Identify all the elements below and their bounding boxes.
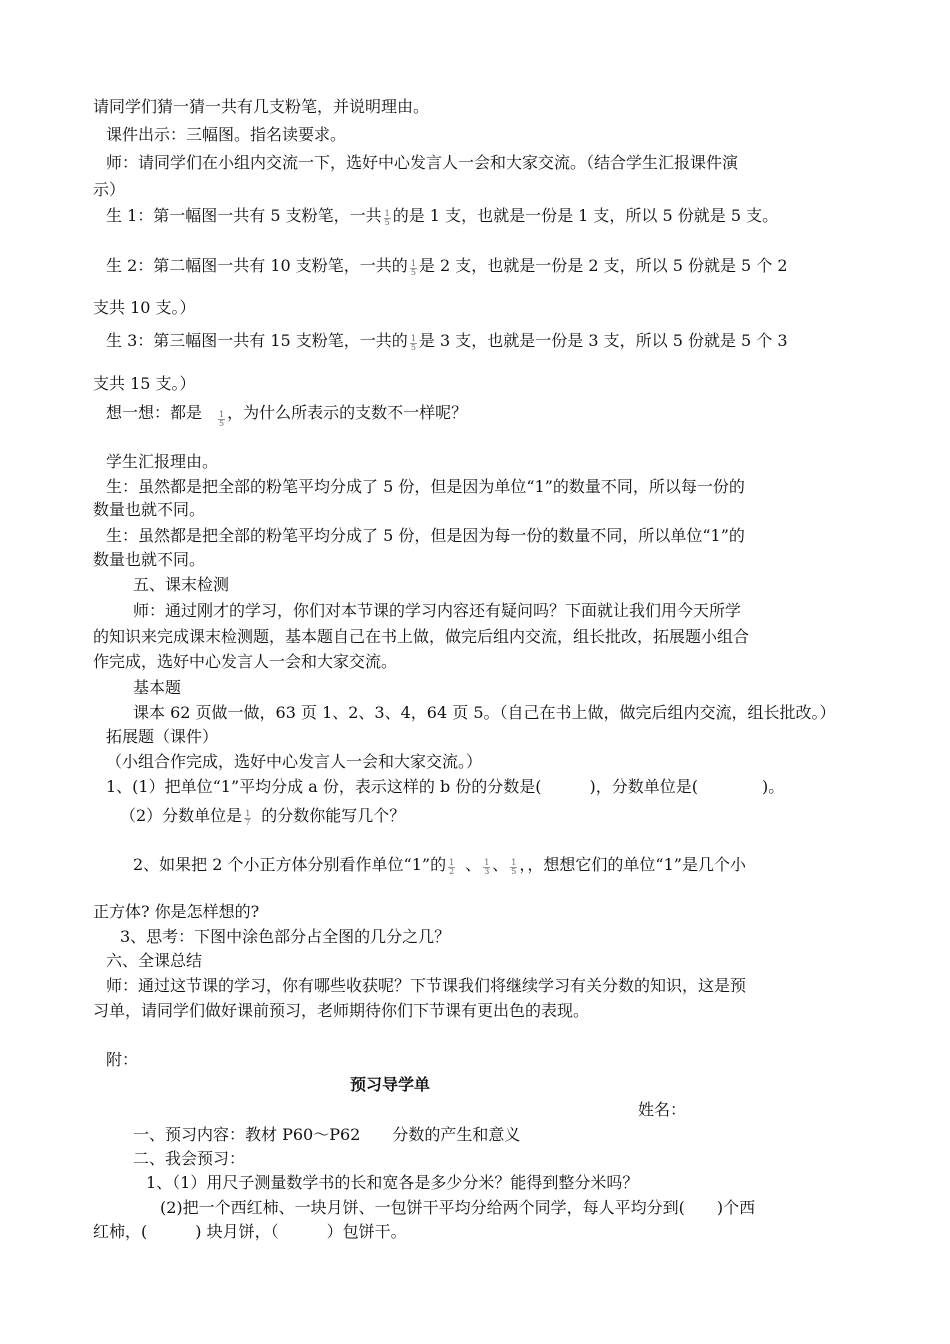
text-line: 拓展题（课件） [106,727,219,746]
fraction-one-fifth [410,335,417,352]
fraction-numerator: 1 [410,334,416,343]
fraction-one-fifth [510,859,517,876]
fraction-one-fifth [218,411,225,428]
fraction-denominator: 5 [410,343,416,352]
text-line: 作完成，选好中心发言人一会和大家交流。 [93,652,398,671]
text-line: 生：虽然都是把全部的粉笔平均分成了 5 份，但是因为单位“1”的数量不同，所以每一份的 [106,477,745,496]
text-line: 支共 15 支。） [93,374,196,393]
text-segment: 是 2 支，也就是一份是 2 支，所以 5 份就是 5 个 2 [418,256,788,275]
text-segment: 生 1：第一幅图一共有 5 支粉笔，一共 [106,206,382,225]
fraction-one-seventh [244,810,251,827]
text-line: 红柿，( ) 块月饼，（ ）包饼干。 [93,1222,407,1241]
text-segment: 生 3：第三幅图一共有 15 支粉笔，一共的 [106,331,408,350]
text-line: （小组合作完成，选好中心发言人一会和大家交流。） [106,752,483,771]
section-heading: 六、全课总结 [106,951,203,970]
fraction-one-third [483,859,490,876]
fraction-denominator: 3 [484,867,490,876]
appendix-label: 附： [106,1050,139,1069]
text-segment: ， [519,855,528,874]
text-segment: （2）分数单位是 [120,806,243,825]
text-line: 基本题 [133,678,182,697]
text-line: 习单，请同学们做好课前预习，老师期待你们下节课有更出色的表现。 [93,1001,590,1020]
fraction-denominator: 7 [245,818,251,827]
text-line: 支共 10 支。） [93,298,196,317]
fraction-denominator: 5 [219,419,225,428]
text-line: 师：通过这节课的学习，你有哪些收获呢？下节课我们将继续学习有关分数的知识，这是预 [106,976,747,995]
text-segment: 的分数你能写几个？ [261,806,406,825]
text-segment: ，想想它们的单位“1”是几个小 [527,855,746,874]
text-segment: 、 [465,855,482,874]
think-line [106,403,468,428]
text-line: 正方体? 你是怎样想的? [93,902,260,921]
fraction-numerator: 1 [511,858,517,867]
fraction-denominator: 5 [511,867,517,876]
text-segment: 的是 1 支，也就是一份是 1 支，所以 5 份就是 5 支。 [392,206,779,225]
question-3: 3、思考：下图中涂色部分占全图的几分之几？ [120,927,451,946]
text-line: 学生汇报理由。 [106,452,219,471]
student-1-line [106,206,778,226]
text-line: (2)把一个西红柿、一块月饼、一包饼干平均分给两个同学，每人平均分到( )个西 [160,1198,756,1217]
fraction-numerator: 1 [245,809,251,818]
text-line: 课本 62 页做一做，63 页 1、2、3、4，64 页 5。（自己在书上做，做完后组内交流，组长批改。） [133,703,836,722]
student-2-line [106,256,788,276]
text-line: 示） [93,180,126,199]
text-line: 生：虽然都是把全部的粉笔平均分成了 5 份，但是因为每一份的数量不同，所以单位“1”的 [106,526,745,545]
text-line: 数量也就不同。 [93,500,206,519]
fraction-denominator: 5 [410,268,416,277]
question-1: 1、(1）把单位“1”平均分成 a 份，表示这样的 b 份的分数是( )，分数单位是( )。 [106,777,785,796]
fraction-numerator: 1 [449,858,455,867]
worksheet-title: 预习导学单 [350,1075,431,1094]
text-line: 师：请同学们在小组内交流一下，选好中心发言人一会和大家交流。（结合学生汇报课件演 [106,153,739,172]
text-line: 二、我会预习： [133,1149,246,1168]
text-line: 数量也就不同。 [93,550,206,569]
text-segment: 2、如果把 2 个小正方体分别看作单位“1”的 [133,855,447,874]
text-segment: 、 [492,855,509,874]
text-segment: 想一想：都是 [106,403,203,422]
text-segment: 生 2：第二幅图一共有 10 支粉笔，一共的 [106,256,408,275]
text-line: 请同学们猜一猜一共有几支粉笔，并说明理由。 [93,97,430,116]
fraction-denominator: 5 [384,218,390,227]
fraction-numerator: 1 [384,209,390,218]
fraction-numerator: 1 [410,259,416,268]
fraction-one-half [448,859,455,876]
text-line: 一、预习内容：教材 P60～P62 分数的产生和意义 [133,1125,521,1144]
text-segment: 是 3 支，也就是一份是 3 支，所以 5 份就是 5 个 3 [418,331,788,350]
text-line: 课件出示：三幅图。指名读要求。 [106,125,347,144]
name-label: 姓名： [638,1100,687,1119]
fraction-numerator: 1 [219,410,225,419]
fraction-one-fifth [410,260,417,277]
text-segment: ，为什么所表示的支数不一样呢？ [227,403,468,422]
section-heading: 五、课末检测 [133,575,230,594]
text-line: 1、（1）用尺子测量数学书的长和宽各是多少分米？能得到整分米吗？ [146,1173,639,1192]
student-3-line [106,331,788,351]
text-line: 的知识来完成课末检测题，基本题自己在书上做，做完后组内交流，组长批改，拓展题小组合 [93,627,750,646]
fraction-denominator: 2 [449,867,455,876]
question-2 [133,855,746,875]
question-1-part-2 [120,806,405,826]
fraction-one-fifth [384,210,391,227]
text-line: 师：通过刚才的学习，你们对本节课的学习内容还有疑问吗？下面就让我们用今天所学 [133,601,742,620]
fraction-numerator: 1 [484,858,490,867]
